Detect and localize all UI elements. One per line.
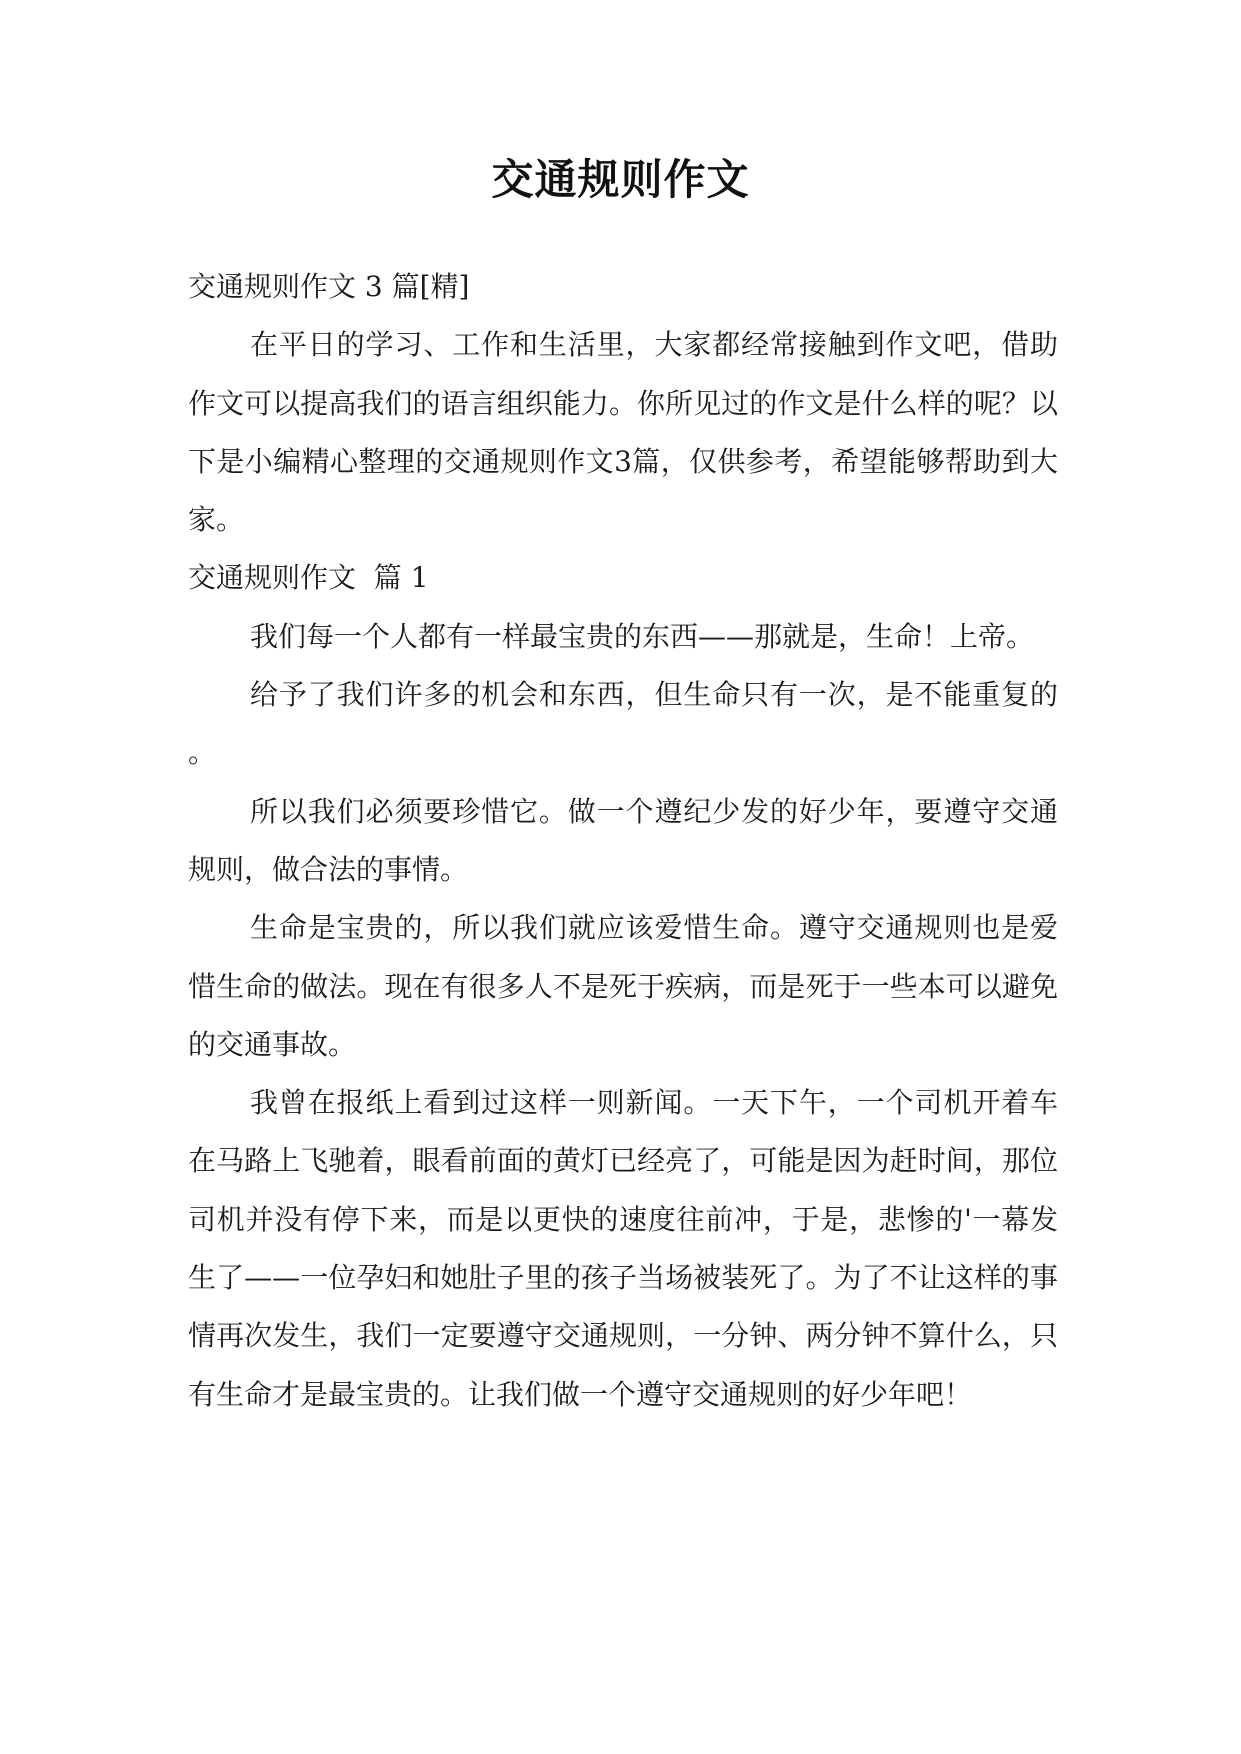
section-heading: 交通规则作文 篇 1 bbox=[188, 561, 429, 595]
body-paragraph: 给予了我们许多的机会和东西，但生命只有一次，是不能重复的。 bbox=[188, 678, 1058, 770]
body-paragraph: 生命是宝贵的，所以我们就应该爱惜生命。遵守交通规则也是爱惜生命的做法。现在有很多人不是死于疾病，而是死于一些本可以避免的交通事故。 bbox=[188, 911, 1058, 1061]
document-subtitle: 交通规则作文 3 篇[精] bbox=[188, 270, 470, 303]
document-body bbox=[188, 258, 1058, 1424]
body-paragraph: 我曾在报纸上看到过这样一则新闻。一天下午，一个司机开着车在马路上飞驰着，眼看前面的黄灯已经亮了，可能是因为赶时间，那位司机并没有停下来，而是以更快的速度往前冲，于是，悲惨的'一幕发生了——一位孕妇和她肚子里的孩子当场被装死了。为了不让这样的事情再次发生，我们一定要遵守交通规则，一分钟、两分钟不算什么，只有生命才是最宝贵的。让我们做一个遵守交通规则的好少年吧！ bbox=[188, 1086, 1058, 1411]
body-paragraph: 我们每一个人都有一样最宝贵的东西——那就是，生命！上帝。 bbox=[250, 619, 1035, 653]
page-title: 交通规则作文 bbox=[491, 155, 750, 204]
intro-paragraph: 在平日的学习、工作和生活里，大家都经常接触到作文吧，借助作文可以提高我们的语言组织能力。你所见过的作文是什么样的呢？以下是小编精心整理的交通规则作文3篇，仅供参考，希望能够帮助到大家。 bbox=[188, 328, 1058, 537]
body-paragraph: 所以我们必须要珍惜它。做一个遵纪少发的好少年，要遵守交通规则，做合法的事情。 bbox=[188, 794, 1058, 886]
